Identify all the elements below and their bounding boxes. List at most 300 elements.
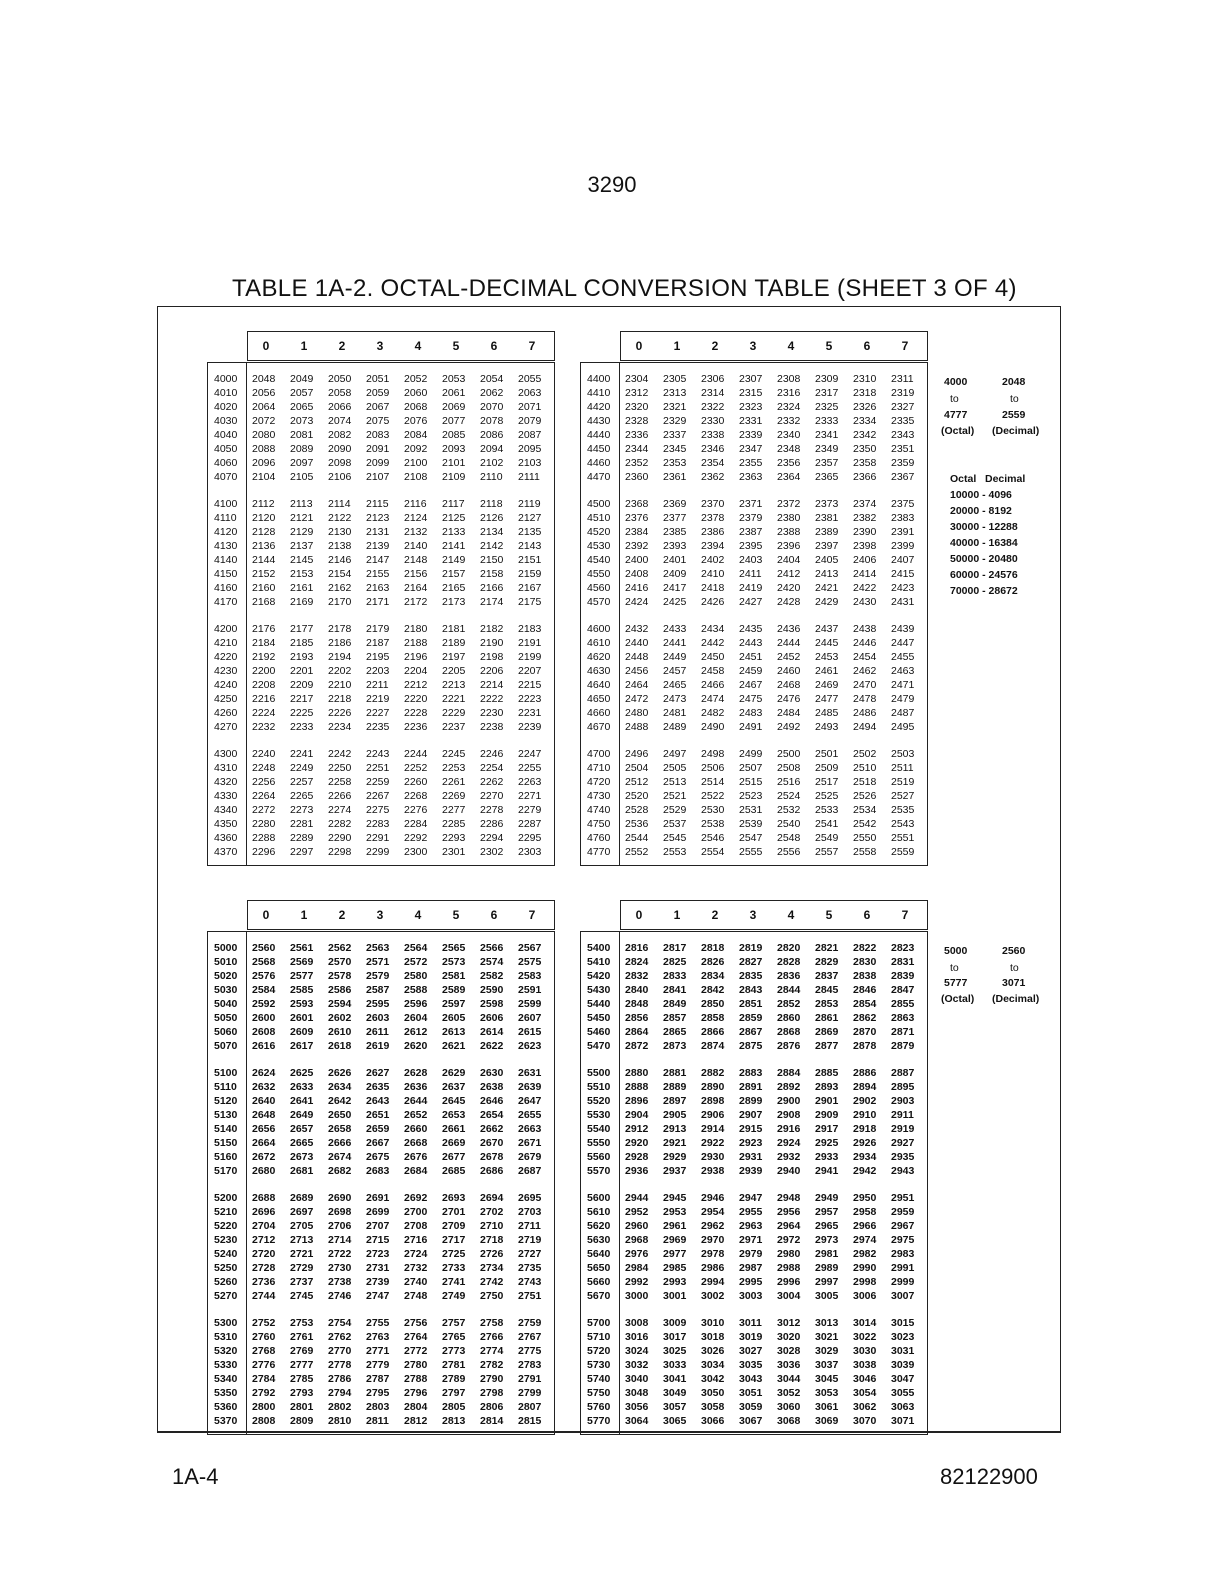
decimal-value: 2524	[777, 790, 801, 802]
octal-row-label: 5360	[214, 1401, 238, 1413]
decimal-value: 2757	[442, 1317, 466, 1329]
decimal-value: 2143	[518, 540, 542, 552]
decimal-value: 2933	[815, 1151, 839, 1163]
decimal-value: 2638	[480, 1081, 504, 1093]
decimal-value: 2839	[891, 970, 915, 982]
octal-row-label: 5420	[587, 970, 611, 982]
decimal-value: 2149	[442, 554, 466, 566]
decimal-value: 2810	[328, 1415, 352, 1427]
decimal-value: 2931	[739, 1151, 763, 1163]
decimal-value: 2442	[701, 637, 725, 649]
decimal-value: 2180	[404, 623, 428, 635]
decimal-value: 2775	[518, 1345, 542, 1357]
decimal-value: 2369	[663, 498, 687, 510]
decimal-value: 2365	[815, 471, 839, 483]
decimal-value: 2332	[777, 415, 801, 427]
octal-row-label: 4570	[587, 596, 611, 608]
decimal-value: 2603	[366, 1012, 390, 1024]
decimal-value: 2135	[518, 526, 542, 538]
decimal-value: 2085	[442, 429, 466, 441]
decimal-value: 2635	[366, 1081, 390, 1093]
decimal-value: 2637	[442, 1081, 466, 1093]
decimal-value: 2228	[404, 707, 428, 719]
decimal-value: 2301	[442, 846, 466, 858]
decimal-value: 2422	[853, 582, 877, 594]
decimal-value: 2459	[739, 665, 763, 677]
decimal-value: 2684	[404, 1165, 428, 1177]
octal-row-label: 5520	[587, 1095, 611, 1107]
decimal-value: 2513	[663, 776, 687, 788]
decimal-value: 2412	[777, 568, 801, 580]
column-header: 4	[414, 908, 422, 922]
decimal-value: 2099	[366, 457, 390, 469]
decimal-value: 2434	[701, 623, 725, 635]
decimal-value: 2156	[404, 568, 428, 580]
decimal-value: 3036	[777, 1359, 801, 1371]
decimal-value: 2900	[777, 1095, 801, 1107]
octal-row-label: 5710	[587, 1331, 611, 1343]
decimal-value: 2337	[663, 429, 687, 441]
decimal-value: 2469	[815, 679, 839, 691]
decimal-value: 3009	[663, 1317, 687, 1329]
decimal-value: 2723	[366, 1248, 390, 1260]
decimal-value: 3052	[777, 1387, 801, 1399]
decimal-value: 2824	[625, 956, 649, 968]
decimal-value: 2753	[290, 1317, 314, 1329]
decimal-value: 3013	[815, 1317, 839, 1329]
decimal-value: 2618	[328, 1040, 352, 1052]
decimal-value: 3048	[625, 1387, 649, 1399]
decimal-value: 2674	[328, 1151, 352, 1163]
decimal-value: 2819	[739, 942, 763, 954]
decimal-value: 2597	[442, 998, 466, 1010]
decimal-value: 3011	[739, 1317, 762, 1329]
summary-row: 20000 - 8192	[950, 505, 1012, 517]
decimal-value: 2378	[701, 512, 725, 524]
decimal-value: 2464	[625, 679, 649, 691]
octal-row-label: 4110	[214, 512, 237, 524]
octal-row-label: 4070	[214, 471, 238, 483]
column-header: 5	[825, 908, 833, 922]
decimal-value: 2706	[328, 1220, 352, 1232]
decimal-value: 2908	[777, 1109, 801, 1121]
decimal-value: 2190	[480, 637, 504, 649]
decimal-value: 3034	[701, 1359, 725, 1371]
decimal-value: 2860	[777, 1012, 801, 1024]
decimal-value: 2788	[404, 1373, 428, 1385]
decimal-value: 2124	[404, 512, 428, 524]
decimal-value: 3058	[701, 1401, 725, 1413]
decimal-value: 2761	[290, 1331, 314, 1343]
decimal-value: 2131	[366, 526, 390, 538]
octal-row-label: 4310	[214, 762, 238, 774]
decimal-value: 2805	[442, 1401, 466, 1413]
decimal-value: 2199	[518, 651, 542, 663]
decimal-value: 2504	[625, 762, 649, 774]
decimal-value: 2455	[891, 651, 915, 663]
octal-row-label: 4360	[214, 832, 238, 844]
decimal-value: 2710	[480, 1220, 504, 1232]
decimal-value: 2627	[366, 1067, 390, 1079]
octal-row-label: 5670	[587, 1290, 611, 1302]
decimal-value: 2251	[366, 762, 390, 774]
decimal-value: 2599	[518, 998, 542, 1010]
decimal-value: 2069	[442, 401, 466, 413]
decimal-value: 2285	[442, 818, 466, 830]
decimal-value: 2181	[442, 623, 466, 635]
decimal-value: 3056	[625, 1401, 649, 1413]
decimal-value: 2574	[480, 956, 504, 968]
decimal-value: 2070	[480, 401, 504, 413]
octal-row-label: 5140	[214, 1123, 238, 1135]
decimal-value: 2336	[625, 429, 649, 441]
decimal-value: 2612	[404, 1026, 428, 1038]
decimal-value: 2940	[777, 1165, 801, 1177]
octal-row-label: 5560	[587, 1151, 611, 1163]
decimal-value: 2505	[663, 762, 687, 774]
decimal-value: 2617	[290, 1040, 314, 1052]
decimal-value: 2577	[290, 970, 314, 982]
decimal-value: 2633	[290, 1081, 314, 1093]
decimal-value: 2947	[739, 1192, 763, 1204]
decimal-value: 2779	[366, 1359, 390, 1371]
decimal-value: 2754	[328, 1317, 352, 1329]
decimal-value: 2291	[366, 832, 390, 844]
decimal-value: 2196	[404, 651, 428, 663]
decimal-value: 2922	[701, 1137, 725, 1149]
decimal-value: 3062	[853, 1401, 877, 1413]
range-top-from-octal: 4000	[944, 376, 968, 388]
decimal-value: 2550	[853, 832, 877, 844]
decimal-value: 2370	[701, 498, 725, 510]
column-header-row	[247, 900, 555, 930]
decimal-value: 2534	[853, 804, 877, 816]
decimal-value: 2861	[815, 1012, 839, 1024]
decimal-value: 2490	[701, 721, 725, 733]
decimal-value: 2226	[328, 707, 352, 719]
decimal-value: 2454	[853, 651, 877, 663]
decimal-value: 2716	[404, 1234, 428, 1246]
decimal-value: 2060	[404, 387, 428, 399]
decimal-value: 2246	[480, 748, 504, 760]
decimal-value: 2235	[366, 721, 390, 733]
decimal-value: 3060	[777, 1401, 801, 1413]
decimal-value: 2557	[815, 846, 839, 858]
decimal-value: 2310	[853, 373, 877, 385]
decimal-value: 2141	[442, 540, 466, 552]
decimal-value: 2629	[442, 1067, 466, 1079]
decimal-value: 2121	[290, 512, 314, 524]
decimal-value: 2667	[366, 1137, 390, 1149]
decimal-value: 3021	[815, 1331, 839, 1343]
decimal-value: 2832	[625, 970, 649, 982]
decimal-value: 2957	[815, 1206, 839, 1218]
decimal-value: 2996	[777, 1276, 801, 1288]
decimal-value: 2351	[891, 443, 915, 455]
decimal-value: 2720	[252, 1248, 276, 1260]
decimal-value: 2975	[891, 1234, 915, 1246]
decimal-value: 2872	[625, 1040, 649, 1052]
decimal-value: 2503	[891, 748, 915, 760]
decimal-value: 2789	[442, 1373, 466, 1385]
range-bottom-to-decimal: 3071	[1002, 977, 1026, 989]
octal-row-label: 4700	[587, 748, 611, 760]
decimal-value: 2252	[404, 762, 428, 774]
column-header: 1	[673, 908, 681, 922]
decimal-value: 2118	[480, 498, 503, 510]
decimal-value: 2591	[518, 984, 542, 996]
decimal-value: 2258	[328, 776, 352, 788]
decimal-value: 2966	[853, 1220, 877, 1232]
decimal-value: 2223	[518, 693, 542, 705]
decimal-value: 2619	[366, 1040, 390, 1052]
decimal-value: 2097	[290, 457, 314, 469]
decimal-value: 3002	[701, 1290, 725, 1302]
decimal-value: 3051	[739, 1387, 763, 1399]
decimal-value: 2776	[252, 1359, 276, 1371]
decimal-value: 2447	[891, 637, 915, 649]
decimal-value: 2895	[891, 1081, 915, 1093]
column-header: 2	[711, 908, 719, 922]
octal-row-label: 4130	[214, 540, 238, 552]
decimal-value: 2828	[777, 956, 801, 968]
decimal-value: 2770	[328, 1345, 352, 1357]
decimal-value: 3067	[739, 1415, 763, 1427]
decimal-value: 2983	[891, 1248, 915, 1260]
decimal-value: 2207	[518, 665, 542, 677]
decimal-value: 2443	[739, 637, 763, 649]
decimal-value: 2238	[480, 721, 504, 733]
decimal-value: 2137	[290, 540, 314, 552]
decimal-value: 2164	[404, 582, 428, 594]
decimal-value: 2204	[404, 665, 428, 677]
decimal-value: 2452	[777, 651, 801, 663]
decimal-value: 3024	[625, 1345, 649, 1357]
octal-row-label: 4630	[587, 665, 611, 677]
decimal-value: 2593	[290, 998, 314, 1010]
octal-row-label: 5600	[587, 1192, 611, 1204]
decimal-value: 2686	[480, 1165, 504, 1177]
decimal-value: 2160	[252, 582, 276, 594]
decimal-value: 2371	[739, 498, 763, 510]
decimal-value: 2552	[625, 846, 649, 858]
octal-row-label: 4300	[214, 748, 238, 760]
decimal-value: 2641	[290, 1095, 314, 1107]
decimal-value: 2639	[518, 1081, 542, 1093]
decimal-value: 2887	[891, 1067, 915, 1079]
decimal-value: 2341	[815, 429, 839, 441]
decimal-value: 2553	[663, 846, 687, 858]
decimal-value: 2511	[891, 762, 914, 774]
decimal-value: 2838	[853, 970, 877, 982]
decimal-value: 2695	[518, 1192, 542, 1204]
decimal-value: 3018	[701, 1331, 725, 1343]
decimal-value: 2480	[625, 707, 649, 719]
decimal-value: 3042	[701, 1373, 725, 1385]
decimal-value: 2547	[739, 832, 763, 844]
decimal-value: 2052	[404, 373, 428, 385]
decimal-value: 2556	[777, 846, 801, 858]
decimal-value: 2151	[518, 554, 542, 566]
octal-row-label: 4610	[587, 637, 611, 649]
decimal-value: 2823	[891, 942, 915, 954]
decimal-value: 2188	[404, 637, 428, 649]
octal-row-label: 4440	[587, 429, 611, 441]
decimal-value: 3027	[739, 1345, 763, 1357]
decimal-value: 2161	[290, 582, 314, 594]
decimal-value: 2559	[891, 846, 915, 858]
decimal-value: 2247	[518, 748, 542, 760]
decimal-value: 2769	[290, 1345, 314, 1357]
decimal-value: 3035	[739, 1359, 763, 1371]
decimal-value: 2237	[442, 721, 466, 733]
decimal-value: 2565	[442, 942, 466, 954]
decimal-value: 2236	[404, 721, 428, 733]
decimal-value: 2431	[891, 596, 915, 608]
decimal-value: 2772	[404, 1345, 428, 1357]
decimal-value: 2466	[701, 679, 725, 691]
decimal-value: 2366	[853, 471, 877, 483]
decimal-value: 2742	[480, 1276, 504, 1288]
decimal-value: 2889	[663, 1081, 687, 1093]
decimal-value: 3055	[891, 1387, 915, 1399]
octal-row-label: 4330	[214, 790, 238, 802]
decimal-value: 2174	[480, 596, 504, 608]
decimal-value: 2734	[480, 1262, 504, 1274]
octal-row-label: 5540	[587, 1123, 611, 1135]
octal-row-label: 4030	[214, 415, 238, 427]
decimal-value: 2417	[663, 582, 687, 594]
column-header: 6	[490, 339, 498, 353]
decimal-value: 2347	[739, 443, 763, 455]
octal-row-label: 5100	[214, 1067, 238, 1079]
decimal-value: 2432	[625, 623, 649, 635]
decimal-value: 2484	[777, 707, 801, 719]
decimal-value: 2913	[663, 1123, 687, 1135]
decimal-value: 2515	[739, 776, 763, 788]
decimal-value: 2510	[853, 762, 877, 774]
decimal-value: 2735	[518, 1262, 542, 1274]
range-top-from-decimal: 2048	[1002, 376, 1026, 388]
decimal-value: 2272	[252, 804, 276, 816]
decimal-value: 2680	[252, 1165, 276, 1177]
decimal-value: 2426	[701, 596, 725, 608]
decimal-value: 2588	[404, 984, 428, 996]
decimal-value: 2532	[777, 804, 801, 816]
octal-row-label: 5570	[587, 1165, 611, 1177]
octal-row-label: 5310	[214, 1331, 238, 1343]
decimal-value: 2195	[366, 651, 390, 663]
range-bottom-to-octal: 5777	[944, 977, 968, 989]
decimal-value: 2476	[777, 693, 801, 705]
octal-row-label: 5700	[587, 1317, 611, 1329]
decimal-value: 2104	[252, 471, 276, 483]
decimal-value: 2929	[663, 1151, 687, 1163]
decimal-value: 2471	[891, 679, 915, 691]
decimal-value: 2927	[891, 1137, 915, 1149]
decimal-value: 2172	[404, 596, 428, 608]
octal-row-label: 5110	[214, 1081, 237, 1093]
decimal-value: 2264	[252, 790, 276, 802]
decimal-value: 2806	[480, 1401, 504, 1413]
decimal-value: 2176	[252, 623, 276, 635]
octal-row-label: 5370	[214, 1415, 238, 1427]
decimal-value: 2136	[252, 540, 276, 552]
decimal-value: 2458	[701, 665, 725, 677]
decimal-value: 2820	[777, 942, 801, 954]
decimal-value: 2292	[404, 832, 428, 844]
decimal-value: 2506	[701, 762, 725, 774]
decimal-value: 2057	[290, 387, 314, 399]
decimal-value: 2956	[777, 1206, 801, 1218]
decimal-value: 2440	[625, 637, 649, 649]
decimal-value: 2492	[777, 721, 801, 733]
decimal-value: 2218	[328, 693, 352, 705]
decimal-value: 2423	[891, 582, 915, 594]
decimal-value: 2991	[891, 1262, 915, 1274]
decimal-value: 2666	[328, 1137, 352, 1149]
range-bottom-octal-label: (Octal)	[941, 993, 975, 1005]
decimal-value: 2917	[815, 1123, 839, 1135]
decimal-value: 2778	[328, 1359, 352, 1371]
decimal-value: 2110	[480, 471, 503, 483]
decimal-value: 3063	[891, 1401, 915, 1413]
decimal-value: 2132	[404, 526, 428, 538]
column-header: 2	[338, 908, 346, 922]
decimal-value: 2080	[252, 429, 276, 441]
decimal-value: 2478	[853, 693, 877, 705]
decimal-value: 2656	[252, 1123, 276, 1135]
summary-row: 10000 - 4096	[950, 489, 1012, 501]
decimal-value: 2383	[891, 512, 915, 524]
decimal-value: 2881	[663, 1067, 687, 1079]
column-header: 4	[787, 339, 795, 353]
decimal-value: 2470	[853, 679, 877, 691]
decimal-value: 2812	[404, 1415, 428, 1427]
decimal-value: 2613	[442, 1026, 466, 1038]
decimal-value: 2493	[815, 721, 839, 733]
decimal-value: 2263	[518, 776, 542, 788]
decimal-value: 2870	[853, 1026, 877, 1038]
decimal-value: 3068	[777, 1415, 801, 1427]
decimal-value: 2607	[518, 1012, 542, 1024]
octal-row-label: 4640	[587, 679, 611, 691]
decimal-value: 2740	[404, 1276, 428, 1288]
decimal-value: 2654	[480, 1109, 504, 1121]
decimal-value: 2058	[328, 387, 352, 399]
decimal-value: 2441	[663, 637, 687, 649]
octal-row-label: 5260	[214, 1276, 238, 1288]
decimal-value: 2512	[625, 776, 649, 788]
decimal-value: 2334	[853, 415, 877, 427]
octal-row-label: 5020	[214, 970, 238, 982]
range-top-to-octal: 4777	[944, 409, 968, 421]
decimal-value: 2581	[442, 970, 466, 982]
decimal-value: 2968	[625, 1234, 649, 1246]
decimal-value: 2203	[366, 665, 390, 677]
decimal-value: 2330	[701, 415, 725, 427]
decimal-value: 2536	[625, 818, 649, 830]
decimal-value: 2171	[366, 596, 390, 608]
decimal-value: 2992	[625, 1276, 649, 1288]
decimal-value: 2987	[739, 1262, 763, 1274]
decimal-value: 2425	[663, 596, 687, 608]
decimal-value: 2807	[518, 1401, 542, 1413]
decimal-value: 2816	[625, 942, 649, 954]
decimal-value: 2682	[328, 1165, 352, 1177]
decimal-value: 2531	[739, 804, 763, 816]
decimal-value: 2915	[739, 1123, 763, 1135]
